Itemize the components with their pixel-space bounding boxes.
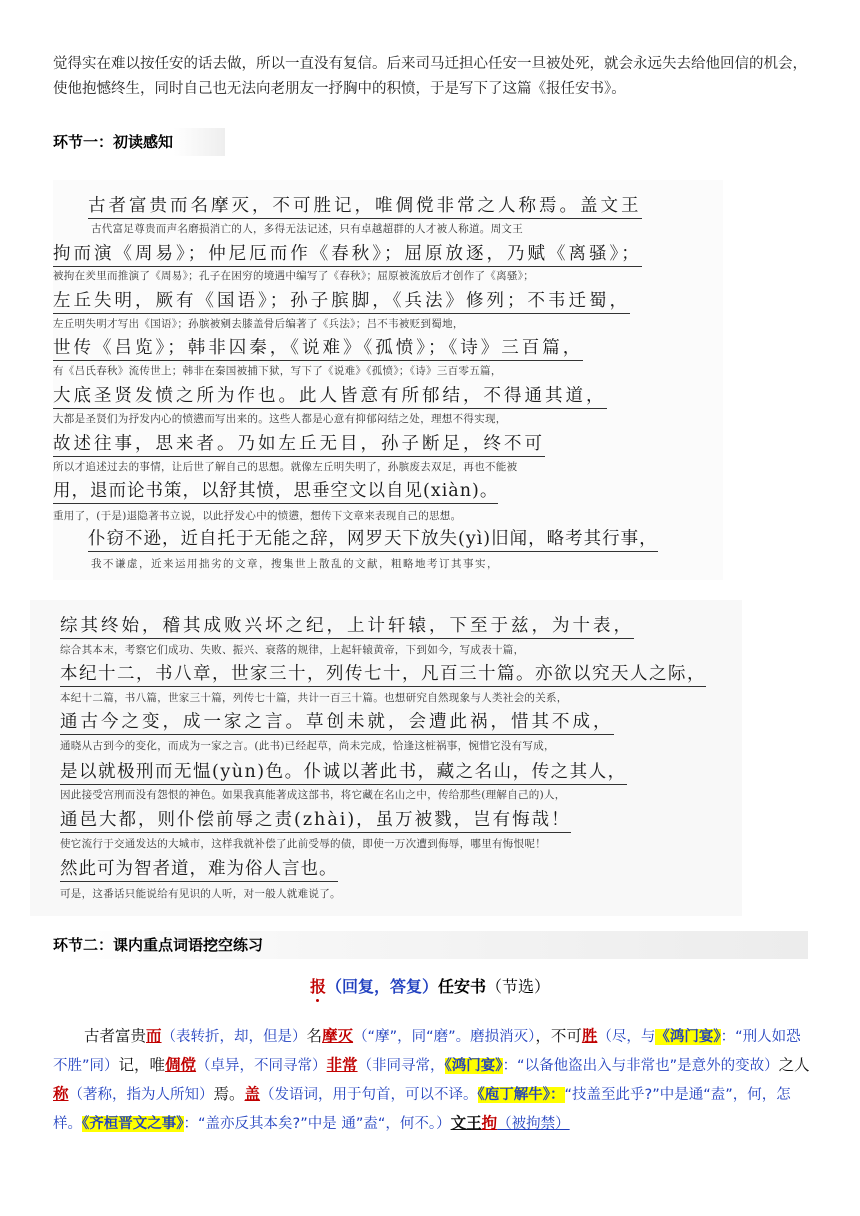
source-highlight: 《鸿门宴》 [655, 1029, 721, 1045]
title-suffix: （节选） [486, 977, 551, 996]
translation-line: 可是，这番话只能说给有见识的人听，对一般人就难说了。 [60, 888, 341, 900]
gloss: （发语词，用于句首，可以不译。 [260, 1087, 478, 1103]
keyword: 称 [53, 1085, 69, 1103]
original-line: 故述往事，思来者。乃如左丘无目，孙子断足，终不可 [53, 430, 545, 457]
keyword: 非常 [326, 1056, 358, 1074]
scanned-text-block-2 [30, 600, 742, 916]
translation-line: 因此接受宫刑而没有怨恨的神色。如果我真能著成这部书，将它藏在名山之中，传给那些(理解自己的)人， [60, 789, 566, 801]
section-heading-1: 环节一：初读感知 [53, 128, 225, 156]
original-line: 是以就极刑而无愠(yùn)色。仆诚以著此书，藏之名山，传之其人， [60, 758, 627, 785]
translation-line: 我不谦虚，近来运用拙劣的文章，搜集世上散乱的文献，粗略地考订其事实， [91, 558, 499, 570]
original-line: 左丘失明，厥有《国语》；孙子膑脚，《兵法》修列；不韦迁蜀， [53, 287, 630, 314]
keyword: 倜傥 [165, 1056, 197, 1074]
text-run: 之人 [778, 1056, 810, 1074]
translation-line: 有《吕氏春秋》流传世上；韩非在秦国被捕下狱，写下了《说难》《孤愤》；《诗》三百零五篇， [53, 365, 502, 377]
original-line: 综其终始，稽其成败兴坏之纪，上计轩辕，下至于兹，为十表， [60, 612, 634, 639]
original-line: 大底圣贤发愤之所为作也。此人皆意有所郁结，不得通其道， [53, 382, 607, 409]
translation-line: 通晓从古到今的变化，而成为一家之言。(此书)已经起草，尚未完成，恰逢这桩祸事，惋惜它没有写成， [60, 740, 555, 752]
translation-line: 被拘在羑里而推演了《周易》；孔子在困穷的境遇中编写了《春秋》；屈原被流放后才创作了《离骚》； [53, 270, 535, 282]
gloss: （卓异，不同寻常） [196, 1058, 327, 1074]
translation-line: 本纪十二篇，书八篇，世家三十篇，列传七十篇，共计一百三十篇。也想研究自然现象与人类社会的关系， [60, 692, 568, 704]
section-heading-2: 环节二：课内重点词语挖空练习 [53, 931, 808, 959]
keyword: 拘 [481, 1114, 498, 1132]
gloss: ：“以备他盗出入与非常也”是意外的变故） [502, 1058, 779, 1074]
gloss: （表转折，却，但是） [161, 1029, 307, 1045]
text-run: 记，唯 [118, 1056, 166, 1074]
text-run: 古者富贵 [84, 1027, 147, 1045]
original-line: 拘而演《周易》；仲尼厄而作《春秋》；屈原放逐，乃赋《离骚》； [53, 240, 642, 267]
original-line: 然此可为智者道，难为俗人言也。 [60, 855, 338, 882]
keyword: 盖 [244, 1085, 261, 1103]
original-line: 用，退而论书策，以舒其愤，思垂空文以自见(xiàn)。 [53, 477, 498, 504]
source-highlight: 《齐桓晋文之事》 [82, 1116, 184, 1132]
source-highlight: 《鸿门宴》 [444, 1058, 503, 1074]
passage-title [0, 974, 860, 997]
translation-line: 左丘明失明才写出《国语》；孙膑被剜去膝盖骨后编著了《兵法》；吕不韦被贬到蜀地， [53, 318, 464, 330]
gloss: （“摩”，同“磨”。磨损消灭） [353, 1029, 536, 1045]
title-text: 任安书 [438, 977, 487, 996]
keyword: 摩灭 [322, 1027, 354, 1045]
original-line: 仆窃不逊，近自托于无能之辞，网罗天下放失(yì)旧闻，略考其行事， [88, 525, 658, 552]
intro-paragraph: 觉得实在难以按任安的话去做，所以一直没有复信。后来司马迁担心任安一旦被处死，就会永远失去给他回信的机会，使他抱憾终生，同时自己也无法向老朋友一抒胸中的积愤，于是写下了这篇《报任安书》。 [53, 56, 807, 97]
keyword: 胜 [581, 1027, 598, 1045]
translation-line: 所以才追述过去的事情，让后世了解自己的思想。就像左丘明失明了，孙膑废去双足，再也不能被 [53, 461, 518, 473]
text-run: 文王 [450, 1114, 482, 1132]
original-line: 本纪十二，书八章，世家三十，列传七十，凡百三十篇。亦欲以究天人之际， [60, 660, 706, 687]
translation-line: 重用了，(于是)退隐著书立说，以此抒发心中的愤懑，想传下文章来表现自己的思想。 [53, 510, 462, 522]
scanned-text-block-1 [53, 180, 723, 580]
title-keyword: 报 [309, 977, 326, 996]
gloss: （著称，指为人所知） [68, 1087, 214, 1103]
title-gloss: （回复，答复） [325, 977, 438, 996]
translation-line: 综合其本末，考察它们成功、失败、振兴、衰落的规律，上起轩辕黄帝，下到如今，写成表十篇， [60, 644, 525, 656]
gloss: ：“盖亦反其本矣?”中是 通”盍“，何不。） [183, 1116, 451, 1132]
original-line: 通邑大都，则仆偿前辱之责(zhài)，虽万被戮，岂有悔哉！ [60, 806, 571, 833]
text-run: 焉。 [213, 1085, 245, 1103]
gloss: ：“刑人如恐不胜”同） [53, 1029, 801, 1074]
translation-line: 大都是圣贤们为抒发内心的愤懑而写出来的。这些人都是心意有抑郁闷结之处，理想不得实现， [53, 413, 507, 425]
translation-line: 古代富足尊贵而声名磨损消亡的人，多得无法记述，只有卓越超群的人才被人称道。周文王 [91, 223, 523, 235]
annotated-passage [53, 1022, 813, 1138]
translation-line: 使它流行于交通发达的大城市，这样我就补偿了此前受辱的债，即使一万次遭到侮辱，哪里有悔恨呢！ [60, 838, 546, 850]
text-run: 名 [306, 1027, 323, 1045]
gloss: （被拘禁） [497, 1116, 570, 1132]
original-line: 通古今之变，成一家之言。草创未就，会遭此祸，惜其不成， [60, 708, 614, 735]
source-highlight: 《庖丁解牛》： [477, 1087, 565, 1103]
gloss: （非同寻常， [357, 1058, 445, 1074]
text-run: ，不可 [535, 1027, 582, 1045]
original-line: 古者富贵而名摩灭，不可胜记，唯倜傥非常之人称焉。盖文王 [88, 192, 642, 219]
gloss: “技盖至此乎?”中是通“盍”，何，怎样。 [53, 1087, 791, 1132]
gloss: （尽，与 [597, 1029, 656, 1045]
original-line: 世传《吕览》；韩非囚秦，《说难》《孤愤》；《诗》三百篇， [53, 334, 583, 361]
keyword: 而 [146, 1027, 162, 1045]
